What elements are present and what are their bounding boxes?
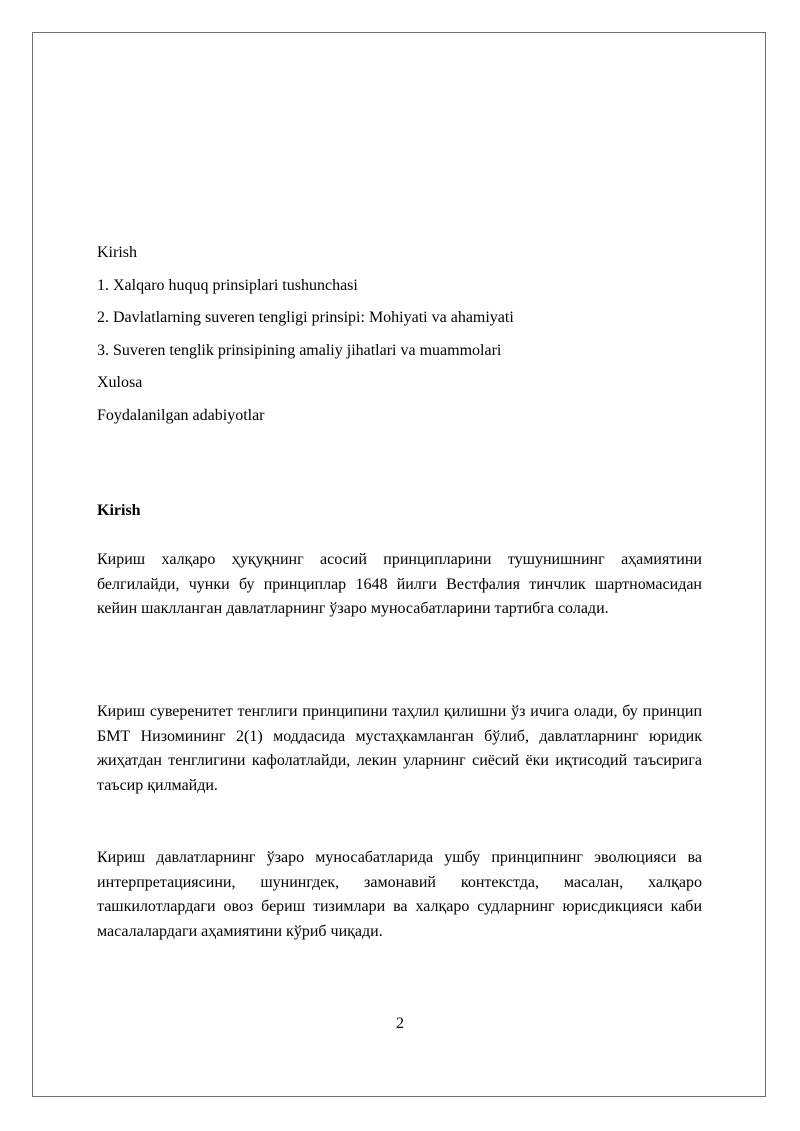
- paragraph-1: Кириш халқаро ҳуқуқнинг асосий принципларини тушунишнинг аҳамиятини белгилайди, чунки бу принциплар 1648 йилги Вестфалия тинчлик шартномасидан кейин шаклланган давлатларнинг ўзаро муносабатларини тартибга солади.: [97, 551, 702, 617]
- paragraph-3: Кириш давлатларнинг ўзаро муносабатларида ушбу принципнинг эволюцияси ва интерпретациясини, шунингдек, замонавий контекстда, масалан, халқаро ташкилотлардаги овоз бериш тизимлари ва халқаро судларнинг юрисдикцияси каби масалалардаги аҳамиятини кўриб чиқади.: [97, 849, 702, 940]
- toc-item-introduction: Kirish: [97, 244, 137, 261]
- page-number: 2: [396, 1015, 404, 1032]
- paragraph-2: Кириш суверенитет тенглиги принципини таҳлил қилишни ўз ичига олади, бу принцип БМТ Низомининг 2(1) моддасида мустаҳкамланган бўлиб, давлатларнинг юридик жиҳатдан тенглигини кафолатлайди, лекин уларнинг сиёсий ёки иқтисодий таъсирига таъсир қилмайди.: [97, 703, 702, 794]
- toc-item-references: Foydalanilgan adabiyotlar: [97, 406, 265, 424]
- table-of-contents: [97, 243, 702, 438]
- section-heading: Kirish: [97, 502, 141, 519]
- toc-item-chapter-3: 3. Suveren tenglik prinsipining amaliy jihatlari va muammolari: [97, 341, 502, 359]
- toc-item-chapter-2: 2. Davlatlarning suveren tengligi prinsipi: Mohiyati va ahamiyati: [97, 309, 514, 326]
- toc-item-chapter-1: 1. Xalqaro huquq prinsiplari tushunchasi: [97, 276, 358, 294]
- toc-item-conclusion: Xulosa: [97, 374, 143, 391]
